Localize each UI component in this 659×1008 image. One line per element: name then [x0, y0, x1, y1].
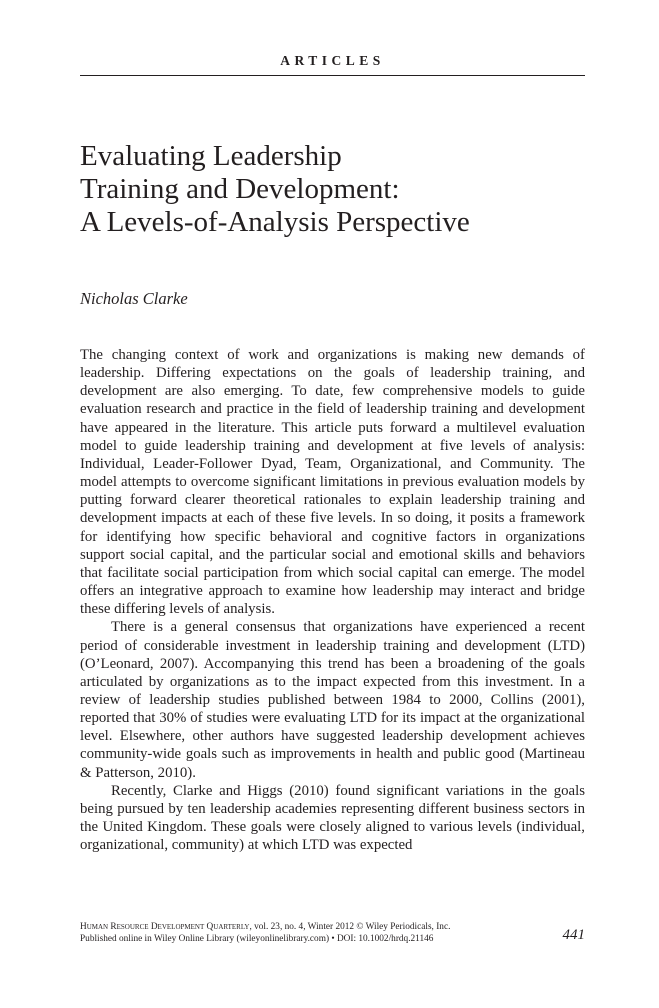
journal-name: Human Resource Development Quarterly: [80, 922, 250, 932]
publication-line: Published online in Wiley Online Library (wileyonlinelibrary.com) • DOI: 10.1002/hrdq.21146: [80, 934, 434, 944]
citation-details: , vol. 23, no. 4, Winter 2012 © Wiley Periodicals, Inc.: [249, 922, 451, 932]
title-line: A Levels-of-Analysis Perspective: [80, 206, 470, 238]
article-body: [80, 346, 585, 854]
title-line: Training and Development:: [80, 173, 400, 205]
abstract-paragraph: The changing context of work and organizations is making new demands of leadership. Differing expectations on the goals of leadership training, and development are also emerging. To date, few comprehensive models to guide evaluation research and practice in the field of leadership training and development have appeared in the literature. This article puts forward a multilevel evaluation model to guide leadership training and development at five levels of analysis: Individual, Leader-Follower Dyad, Team, Organizational, and Community. The model attempts to overcome significant limitations in previous evaluation models by putting forward clearer theoretical rationales to explain leadership training and development impacts at each of these five levels. In so doing, it posits a framework for identifying how specific behavioral and cognitive factors in organizations support social capital, and the particular social and emotional skills and behaviors that facilitate social participation from which social capital can emerge. The model offers an integrative approach to examine how leadership may interact and bridge these differing levels of analysis.: [80, 347, 585, 618]
body-paragraph: Recently, Clarke and Higgs (2010) found significant variations in the goals being pursued by ten leadership academies representing different business sectors in the United Kingdom. These goals were closely aligned to various levels (individual, organizational, community) at which LTD was expected: [80, 782, 585, 854]
body-paragraph: There is a general consensus that organizations have experienced a recent period of considerable investment in leadership training and development (LTD) (O’Leonard, 2007). Accompanying this trend has been a broadening of the goals articulated by organizations as to the impact expected from this investment. In a review of leadership studies published between 1984 to 2000, Collins (2001), reported that 30% of studies were evaluating LTD for its impact at the organizational level. Elsewhere, other authors have suggested leadership development achieves community-wide goals such as improvements in health and public good (Martineau & Patterson, 2010).: [80, 619, 585, 781]
title-line: Evaluating Leadership: [80, 140, 342, 172]
section-label: ARTICLES: [280, 53, 385, 68]
citation-line: [80, 921, 585, 933]
header-rule: [80, 75, 585, 76]
page-number: 441: [562, 927, 585, 943]
page-footer: [80, 921, 585, 945]
author-name: Nicholas Clarke: [80, 289, 188, 308]
article-title: [80, 140, 600, 239]
